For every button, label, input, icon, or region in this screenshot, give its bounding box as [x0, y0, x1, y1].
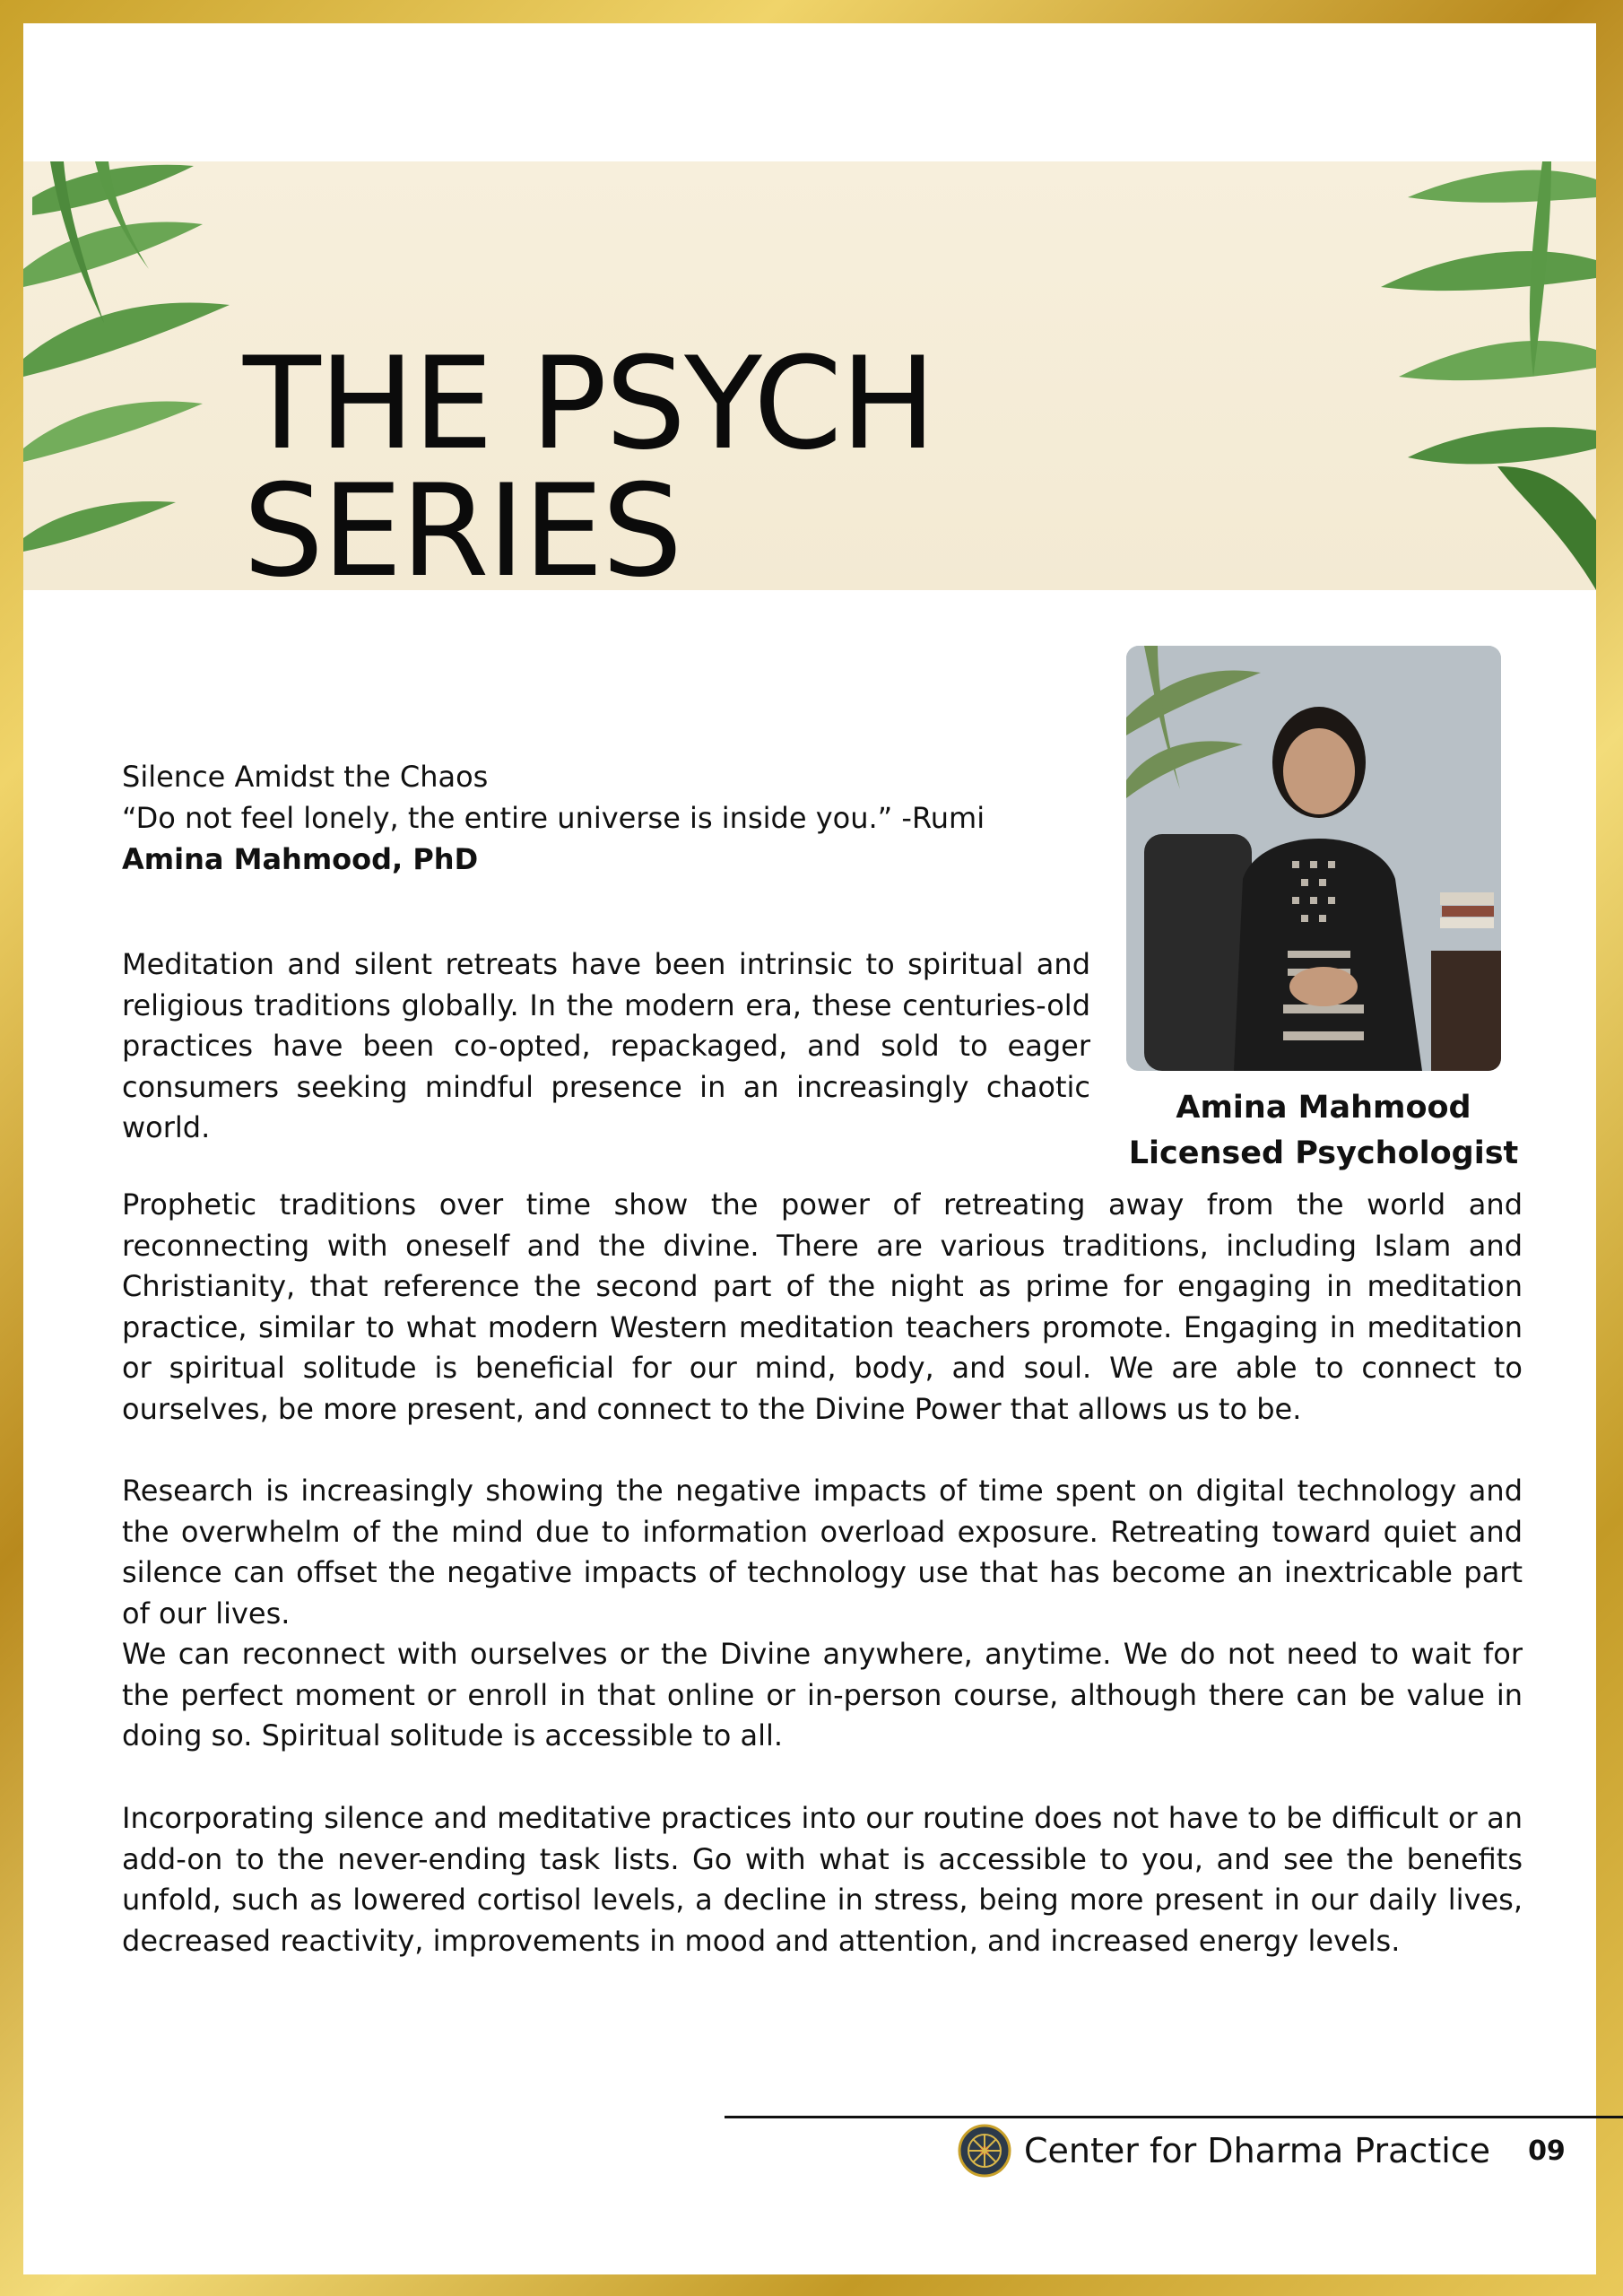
organization-name: Center for Dharma Practice	[1024, 2131, 1491, 2170]
footer-divider	[725, 2116, 1623, 2118]
portrait-image	[1126, 646, 1501, 1071]
page-number: 09	[1528, 2135, 1566, 2167]
caption-name: Amina Mahmood	[1176, 1090, 1471, 1126]
header-banner	[23, 161, 1596, 590]
photo-caption	[1108, 1085, 1539, 1177]
article-quote: “Do not feel lonely, the entire universe is inside you.” -Rumi	[122, 801, 985, 835]
paragraph: Prophetic traditions over time show the power of retreating away from the world and reconnecting with oneself and the divine. There are various traditions, including Islam and Christianity, that reference the second part of the night as prime for engaging in meditation practice, similar to what modern Western meditation teachers promote. Engaging in meditation or spiritual solitude is beneficial for our mind, body, and soul. We are able to connect to ourselves, be more present, and connect to the Divine Power that allows us to be.	[122, 1187, 1523, 1426]
paragraph: Incorporating silence and meditative practices into our routine does not have to be difficult or an add-on to the never-ending task lists. Go with what is accessible to you, and see the benefits unfold, such as lowered cortisol levels, a decline in stress, being more present in our daily lives, decreased reactivity, improvements in mood and attention, and increased energy levels.	[122, 1801, 1523, 1958]
paragraph: Research is increasingly showing the negative impacts of time spent on digital technology and the overwhelm of the mind due to information overload exposure. Retreating toward quiet and silence can offset the negative impacts of technology use that has become an inextricable part of our lives.	[122, 1474, 1523, 1631]
paragraph: We can reconnect with ourselves or the Divine anywhere, anytime. We do not need to wait for the perfect moment or enroll in that online or in-person course, although there can be value in doing so. Spiritual solitude is accessible to all.	[122, 1637, 1523, 1753]
article-author: Amina Mahmood, PhD	[122, 842, 479, 876]
dharma-wheel-logo-icon	[958, 2124, 1011, 2178]
article-title: Silence Amidst the Chaos	[122, 760, 489, 794]
article-intro	[122, 756, 1090, 880]
footer	[958, 2122, 1566, 2179]
series-title: THE PSYCH SERIES	[243, 330, 935, 590]
caption-role: Licensed Psychologist	[1128, 1135, 1519, 1171]
author-photo	[1126, 646, 1501, 1071]
paragraph: Meditation and silent retreats have been intrinsic to spiritual and religious traditions globally. In the modern era, these centuries-old practices have been co-opted, repackaged, and sold to eager consumers seeking mindful presence in an increasingly chaotic world.	[122, 947, 1090, 1145]
